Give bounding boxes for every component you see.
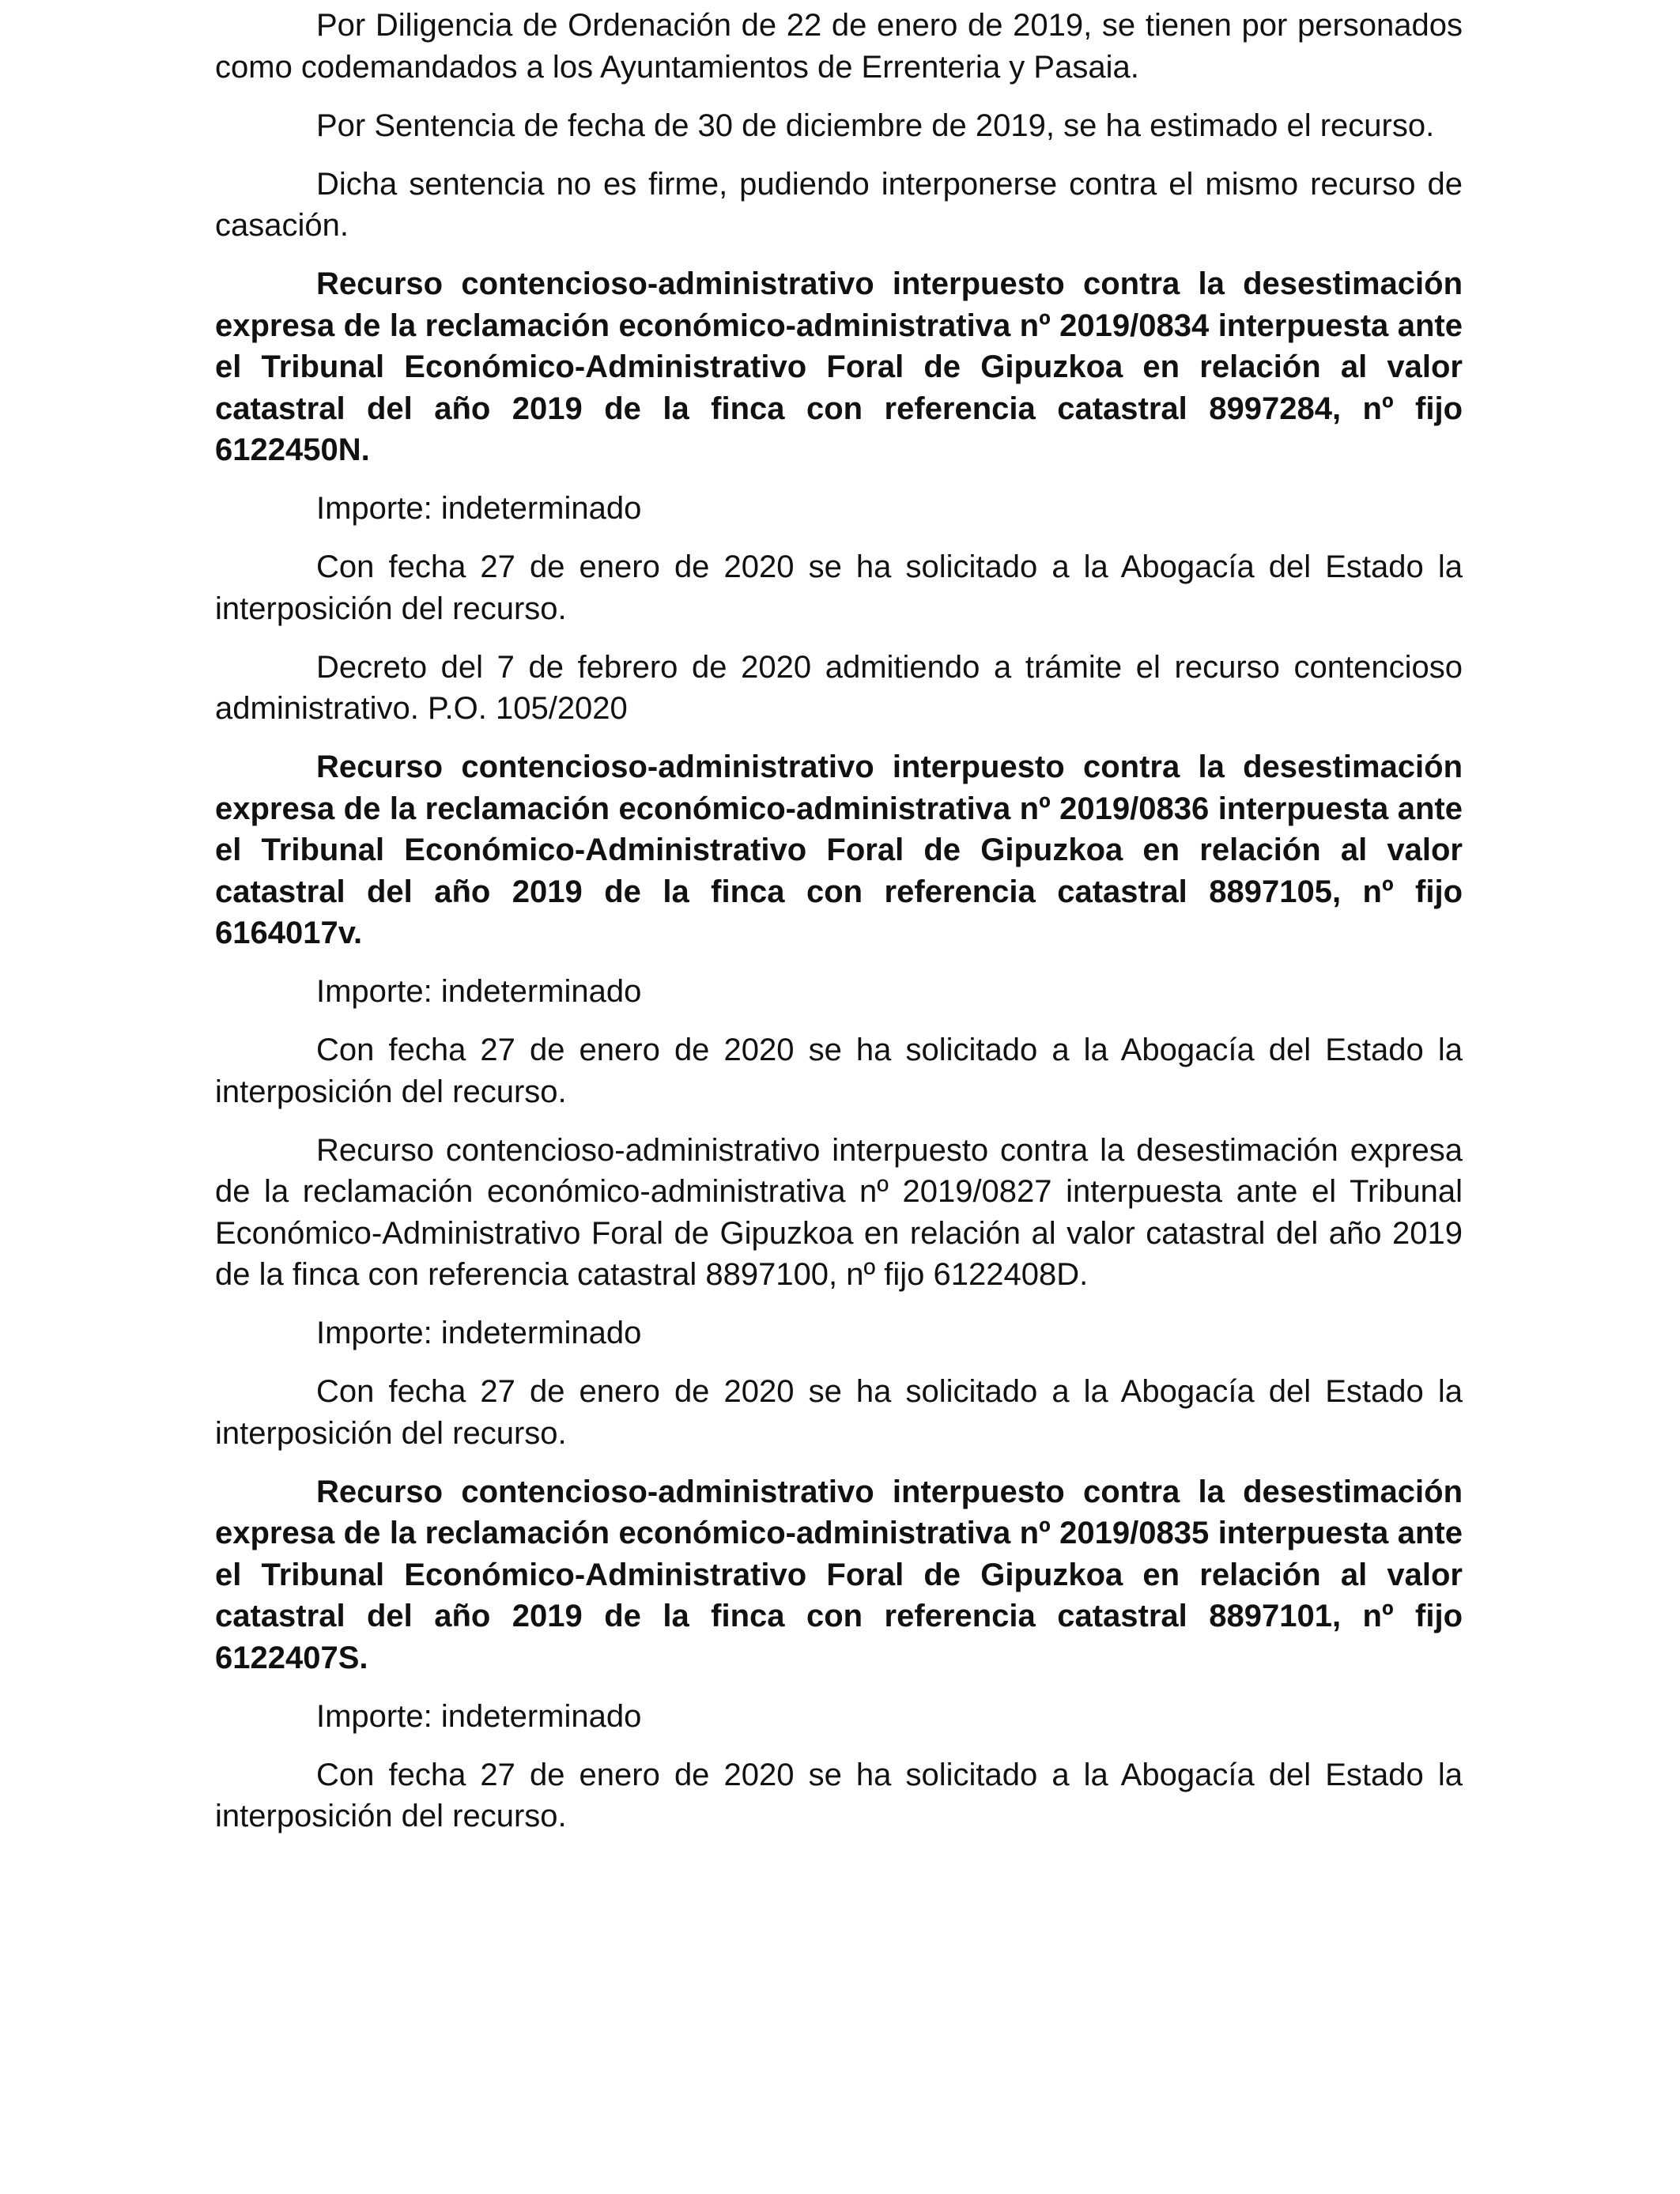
document-body — [215, 5, 1463, 1854]
paragraph-decreto-admision: Decreto del 7 de febrero de 2020 admitiendo a trámite el recurso contencioso administrativo. P.O. 105/2020 — [215, 649, 1463, 726]
paragraph-importe: Importe: indeterminado — [316, 491, 642, 526]
heading-recurso-2019-0835: Recurso contencioso-administrativo interpuesto contra la desestimación expresa de la reclamación económico-administrativa nº 2019/0835 interpuesta ante el Tribunal Económico-Administrativo Foral de Gipuzkoa en relación al valor catastral del año 2019 de la finca con referencia catastral 8897101, nº fijo 6122407S. — [215, 1474, 1463, 1675]
paragraph-importe: Importe: indeterminado — [316, 974, 642, 1009]
paragraph-sentencia-no-firme: Dicha sentencia no es firme, pudiendo interponerse contra el mismo recurso de casación. — [215, 166, 1463, 243]
paragraph-recurso-2019-0827: Recurso contencioso-administrativo interpuesto contra la desestimación expresa de la reclamación económico-administrativa nº 2019/0827 interpuesta ante el Tribunal Económico-Administrativo Foral de Gipuzkoa en relación al valor catastral del año 2019 de la finca con referencia catastral 8897100, nº fijo 6122408D. — [215, 1132, 1463, 1292]
paragraph-solicitud-abogacia: Con fecha 27 de enero de 2020 se ha solicitado a la Abogacía del Estado la interposición del recurso. — [215, 1374, 1463, 1451]
paragraph-diligencia-ordenacion: Por Diligencia de Ordenación de 22 de enero de 2019, se tienen por personados como codemandados a los Ayuntamientos de Errenteria y Pasaia. — [215, 8, 1463, 85]
paragraph-importe: Importe: indeterminado — [316, 1698, 642, 1734]
heading-recurso-2019-0834: Recurso contencioso-administrativo interpuesto contra la desestimación expresa de la reclamación económico-administrativa nº 2019/0834 interpuesta ante el Tribunal Económico-Administrativo Foral de Gipuzkoa en relación al valor catastral del año 2019 de la finca con referencia catastral 8997284, nº fijo 6122450N. — [215, 266, 1463, 467]
paragraph-sentencia: Por Sentencia de fecha de 30 de diciembre de 2019, se ha estimado el recurso. — [316, 108, 1435, 143]
paragraph-importe: Importe: indeterminado — [316, 1316, 642, 1350]
paragraph-solicitud-abogacia: Con fecha 27 de enero de 2020 se ha solicitado a la Abogacía del Estado la interposición del recurso. — [215, 549, 1463, 626]
paragraph-solicitud-abogacia: Con fecha 27 de enero de 2020 se ha solicitado a la Abogacía del Estado la interposición del recurso. — [215, 1757, 1463, 1833]
paragraph-solicitud-abogacia: Con fecha 27 de enero de 2020 se ha solicitado a la Abogacía del Estado la interposición del recurso. — [215, 1033, 1463, 1109]
heading-recurso-2019-0836: Recurso contencioso-administrativo interpuesto contra la desestimación expresa de la reclamación económico-administrativa nº 2019/0836 interpuesta ante el Tribunal Económico-Administrativo Foral de Gipuzkoa en relación al valor catastral del año 2019 de la finca con referencia catastral 8897105, nº fijo 6164017v. — [215, 750, 1463, 950]
